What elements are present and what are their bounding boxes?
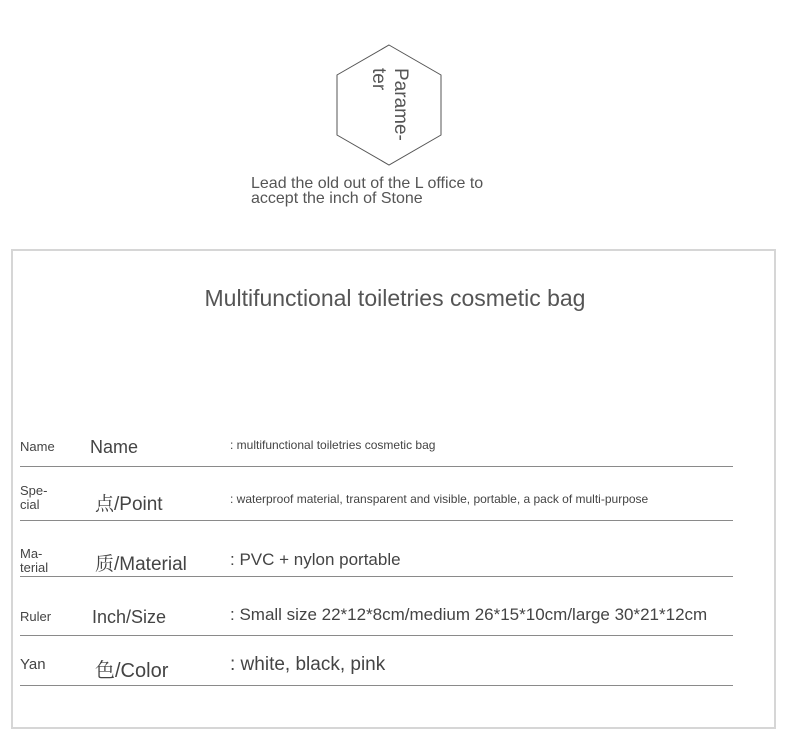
row-divider bbox=[20, 576, 733, 577]
param-row-small-label: Name bbox=[20, 439, 55, 454]
param-row-value: : waterproof material, transparent and visible, portable, a pack of multi-purpose bbox=[230, 492, 649, 506]
param-row-main-label: 色/Color bbox=[95, 660, 169, 682]
param-row-value: : PVC + nylon portable bbox=[230, 550, 401, 569]
hexagon-label-line1: Parame- bbox=[390, 68, 411, 141]
param-row-small-label: Spe- cial bbox=[20, 483, 48, 512]
hexagon-label-line2: ter bbox=[368, 68, 389, 91]
param-row-small-label: Ma- terial bbox=[20, 546, 49, 575]
param-row-main-label: Name bbox=[90, 437, 139, 457]
row-divider bbox=[20, 685, 733, 686]
hexagon-label bbox=[335, 44, 443, 166]
param-row-value: : Small size 22*12*8cm/medium 26*15*10cm/large 30*21*12cm bbox=[230, 605, 708, 624]
param-row-small-label: Yan bbox=[20, 656, 46, 673]
panel-title: Multifunctional toiletries cosmetic bag bbox=[204, 285, 586, 311]
param-row-main-label: Inch/Size bbox=[92, 607, 167, 627]
subtitle-line2: accept the inch of Stone bbox=[251, 190, 423, 207]
header-subtitle bbox=[251, 176, 551, 206]
row-divider bbox=[20, 466, 733, 467]
subtitle-line1: Lead the old out of the L office to bbox=[251, 175, 484, 192]
param-row-small-label: Ruler bbox=[20, 609, 52, 624]
param-row-value: : white, black, pink bbox=[230, 654, 386, 675]
param-row-main-label: 质/Material bbox=[95, 554, 187, 575]
param-row-value: : multifunctional toiletries cosmetic bag bbox=[230, 438, 436, 452]
parameter-hexagon-badge bbox=[335, 44, 443, 166]
param-row-main-label: 点/Point bbox=[95, 494, 163, 515]
row-divider bbox=[20, 635, 733, 636]
row-divider bbox=[20, 520, 733, 521]
